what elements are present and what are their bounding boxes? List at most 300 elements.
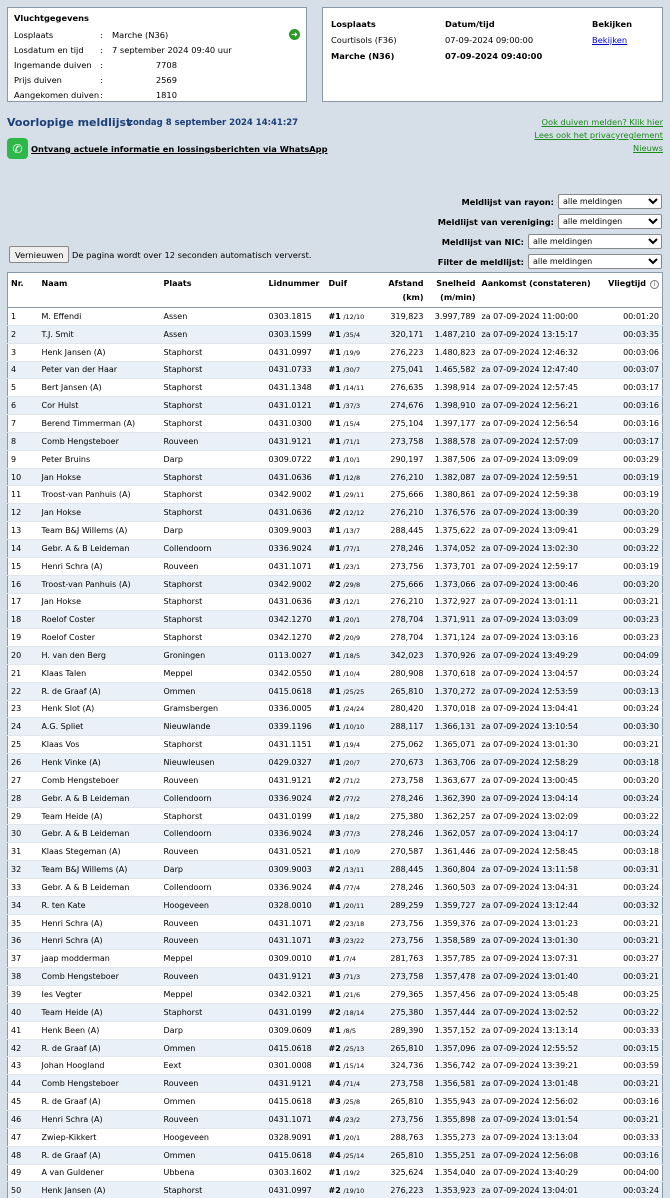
cell-snelheid: 1.361,446 — [427, 843, 479, 861]
table-row[interactable] — [8, 861, 663, 879]
cell-afstand: 281,763 — [382, 950, 427, 968]
cell-duif — [326, 879, 382, 897]
cell-lidnummer: 0431.1071 — [266, 1110, 326, 1128]
cell-afstand: 273,756 — [382, 557, 427, 575]
cell-nr: 19 — [8, 629, 39, 647]
cell-vliegtijd: 00:03:16 — [599, 397, 663, 415]
cell-duif-ring: /12/12 — [343, 509, 365, 518]
table-row[interactable] — [8, 361, 663, 379]
table-row[interactable] — [8, 522, 663, 540]
cell-lidnummer: 0309.9003 — [266, 861, 326, 879]
cell-afstand: 288,763 — [382, 1128, 427, 1146]
cell-duif-ring: /21/6 — [343, 990, 361, 999]
cell-aankomst: za 07-09-2024 13:01:54 — [479, 1110, 599, 1128]
cell-duif-nr: #1 — [328, 1061, 341, 1071]
refresh-button[interactable]: Vernieuwen — [9, 246, 69, 263]
cell-duif-ring: /71/2 — [343, 776, 361, 785]
release-row — [331, 32, 654, 48]
table-row[interactable] — [8, 1021, 663, 1039]
table-row[interactable] — [8, 379, 663, 397]
cell-vliegtijd: 00:03:27 — [599, 950, 663, 968]
release-datetime: 07-09-2024 09:40:00 — [445, 51, 543, 61]
cell-nr: 48 — [8, 1146, 39, 1164]
cell-plaats: Staphorst — [161, 807, 266, 825]
table-row[interactable] — [8, 968, 663, 986]
cell-nr: 35 — [8, 914, 39, 932]
cell-lidnummer: 0431.9121 — [266, 968, 326, 986]
cell-afstand: 288,445 — [382, 522, 427, 540]
flight-info-value: 2569 — [155, 74, 177, 85]
cell-vliegtijd: 00:03:22 — [599, 1003, 663, 1021]
cell-lidnummer: 0431.9121 — [266, 771, 326, 789]
cell-nr: 15 — [8, 557, 39, 575]
privacy-link[interactable]: Lees ook het privacyreglement — [534, 130, 663, 140]
cell-vliegtijd: 00:03:21 — [599, 968, 663, 986]
cell-afstand: 325,624 — [382, 1164, 427, 1182]
cell-naam: Henri Schra (A) — [39, 557, 161, 575]
table-row[interactable] — [8, 932, 663, 950]
col-lidnummer[interactable]: Lidnummer — [266, 273, 326, 308]
whatsapp-icon[interactable]: ✆ — [7, 138, 28, 159]
cell-aankomst: za 07-09-2024 12:59:17 — [479, 557, 599, 575]
cell-duif-ring: /13/11 — [343, 866, 365, 875]
col-nr[interactable]: Nr. — [8, 273, 39, 308]
page-title: Voorlopige meldlijst — [7, 116, 132, 129]
cell-afstand: 273,756 — [382, 932, 427, 950]
table-row[interactable] — [8, 754, 663, 772]
filter-list — [438, 254, 662, 269]
table-row[interactable] — [8, 397, 663, 415]
cell-duif-nr: #1 — [328, 1132, 341, 1142]
cell-plaats: Rouveen — [161, 914, 266, 932]
table-row[interactable] — [8, 504, 663, 522]
cell-nr: 39 — [8, 986, 39, 1004]
cell-lidnummer: 0431.1151 — [266, 736, 326, 754]
cell-lidnummer: 0342.1270 — [266, 629, 326, 647]
cell-aankomst: za 07-09-2024 12:46:32 — [479, 343, 599, 361]
cell-nr: 21 — [8, 664, 39, 682]
col-aankomst[interactable]: Aankomst (constateren) — [479, 273, 599, 308]
cell-nr: 43 — [8, 1057, 39, 1075]
cell-aankomst: za 07-09-2024 13:00:46 — [479, 575, 599, 593]
cell-duif — [326, 950, 382, 968]
cell-snelheid: 1.365,071 — [427, 736, 479, 754]
cell-nr: 46 — [8, 1110, 39, 1128]
col-duif[interactable]: Duif — [326, 273, 382, 308]
cell-nr: 2 — [8, 325, 39, 343]
cell-duif-nr: #1 — [328, 347, 341, 357]
table-row[interactable] — [8, 1128, 663, 1146]
table-row[interactable] — [8, 664, 663, 682]
cell-afstand: 270,673 — [382, 754, 427, 772]
cell-snelheid: 1.357,096 — [427, 1039, 479, 1057]
cell-duif — [326, 1057, 382, 1075]
filter-list-select[interactable] — [528, 254, 662, 269]
cell-nr: 12 — [8, 504, 39, 522]
arrow-right-icon[interactable]: ➜ — [289, 29, 300, 40]
cell-nr: 11 — [8, 486, 39, 504]
cell-plaats: Hoogeveen — [161, 1128, 266, 1146]
cell-duif-ring: /13/7 — [343, 527, 361, 536]
table-row[interactable] — [8, 308, 663, 326]
col-vliegtijd[interactable] — [599, 273, 663, 308]
cell-duif-ring: /19/4 — [343, 741, 361, 750]
cell-duif — [326, 1110, 382, 1128]
table-row[interactable] — [8, 879, 663, 897]
cell-plaats: Rouveen — [161, 1110, 266, 1128]
cell-nr: 24 — [8, 718, 39, 736]
table-row[interactable] — [8, 807, 663, 825]
cell-plaats: Collendoorn — [161, 789, 266, 807]
table-row[interactable] — [8, 825, 663, 843]
cell-nr: 28 — [8, 789, 39, 807]
cell-plaats: Staphorst — [161, 736, 266, 754]
table-row[interactable] — [8, 1093, 663, 1111]
cell-nr: 23 — [8, 700, 39, 718]
cell-plaats: Nieuwlande — [161, 718, 266, 736]
flight-info-row — [14, 72, 300, 87]
cell-nr: 18 — [8, 611, 39, 629]
table-row[interactable] — [8, 1164, 663, 1182]
release-header-datetime: Datum/tijd — [445, 19, 495, 29]
cell-nr: 5 — [8, 379, 39, 397]
cell-duif-ring: /7/4 — [343, 955, 356, 964]
cell-duif — [326, 914, 382, 932]
cell-naam: Gebr. A & B Leideman — [39, 879, 161, 897]
cell-plaats: Ommen — [161, 1039, 266, 1057]
page-subtitle: zondag 8 september 2024 14:41:27 — [128, 118, 299, 128]
cell-lidnummer: 0429.0327 — [266, 754, 326, 772]
cell-plaats: Rouveen — [161, 843, 266, 861]
cell-duif-ring: /20/7 — [343, 759, 361, 768]
cell-vliegtijd: 00:03:13 — [599, 682, 663, 700]
cell-nr: 20 — [8, 647, 39, 665]
table-row[interactable] — [8, 575, 663, 593]
cell-nr: 25 — [8, 736, 39, 754]
cell-nr: 4 — [8, 361, 39, 379]
table-row[interactable] — [8, 593, 663, 611]
cell-snelheid: 1.355,898 — [427, 1110, 479, 1128]
table-row[interactable] — [8, 539, 663, 557]
table-row[interactable] — [8, 647, 663, 665]
table-row[interactable] — [8, 1182, 663, 1198]
cell-vliegtijd: 00:03:35 — [599, 325, 663, 343]
cell-duif-ring: /19/10 — [343, 1187, 365, 1196]
flight-info-label: Losdatum en tijd — [14, 44, 84, 55]
cell-lidnummer: 0431.0997 — [266, 343, 326, 361]
filter-club-select[interactable] — [558, 214, 662, 229]
cell-duif-nr: #2 — [328, 508, 341, 518]
cell-lidnummer: 0415.0618 — [266, 1093, 326, 1111]
table-row[interactable] — [8, 789, 663, 807]
cell-vliegtijd: 00:03:16 — [599, 415, 663, 433]
cell-snelheid: 1.374,052 — [427, 539, 479, 557]
cell-afstand: 279,365 — [382, 986, 427, 1004]
cell-lidnummer: 0415.0618 — [266, 1039, 326, 1057]
cell-aankomst: za 07-09-2024 13:11:58 — [479, 861, 599, 879]
release-place: Courtisols (F36) — [331, 35, 397, 45]
cell-duif-nr: #2 — [328, 579, 341, 589]
table-row[interactable] — [8, 736, 663, 754]
cell-nr: 45 — [8, 1093, 39, 1111]
cell-lidnummer: 0339.1196 — [266, 718, 326, 736]
cell-aankomst: za 07-09-2024 12:53:59 — [479, 682, 599, 700]
cell-aankomst: za 07-09-2024 13:05:48 — [479, 986, 599, 1004]
cell-lidnummer: 0431.9121 — [266, 432, 326, 450]
cell-vliegtijd: 00:03:15 — [599, 1039, 663, 1057]
table-row[interactable] — [8, 1057, 663, 1075]
flight-info-value: 7 september 2024 09:40 uur — [112, 44, 232, 55]
cell-duif-ring: /30/7 — [343, 366, 361, 375]
cell-duif — [326, 379, 382, 397]
cell-lidnummer: 0431.0636 — [266, 468, 326, 486]
cell-duif-nr: #1 — [328, 686, 341, 696]
cell-lidnummer: 0303.1602 — [266, 1164, 326, 1182]
cell-snelheid: 1.397,177 — [427, 415, 479, 433]
cell-aankomst: za 07-09-2024 12:47:40 — [479, 361, 599, 379]
cell-duif-nr: #1 — [328, 365, 341, 375]
cell-vliegtijd: 00:01:20 — [599, 308, 663, 326]
filter-nic-select[interactable] — [528, 234, 662, 249]
cell-snelheid: 1.355,943 — [427, 1093, 479, 1111]
cell-plaats: Staphorst — [161, 486, 266, 504]
cell-vliegtijd: 00:03:17 — [599, 432, 663, 450]
table-row[interactable] — [8, 1075, 663, 1093]
cell-vliegtijd: 00:03:23 — [599, 611, 663, 629]
flight-info-row — [14, 27, 300, 42]
release-row — [331, 48, 654, 64]
cell-vliegtijd: 00:03:24 — [599, 879, 663, 897]
cell-lidnummer: 0342.0321 — [266, 986, 326, 1004]
table-row[interactable] — [8, 1003, 663, 1021]
cell-duif-nr: #1 — [328, 454, 341, 464]
table-row[interactable] — [8, 450, 663, 468]
cell-duif — [326, 1128, 382, 1146]
report-pigeons-link[interactable]: Ook duiven melden? Klik hier — [541, 117, 663, 127]
cell-plaats: Rouveen — [161, 557, 266, 575]
cell-duif — [326, 664, 382, 682]
table-row[interactable] — [8, 343, 663, 361]
cell-nr: 37 — [8, 950, 39, 968]
col-afstand[interactable]: Afstand (km) — [382, 273, 427, 308]
cell-lidnummer: 0309.9003 — [266, 522, 326, 540]
cell-plaats: Rouveen — [161, 932, 266, 950]
filter-rayon-select[interactable] — [558, 194, 662, 209]
cell-afstand: 265,810 — [382, 1146, 427, 1164]
cell-snelheid: 1.355,251 — [427, 1146, 479, 1164]
cell-lidnummer: 0342.1270 — [266, 611, 326, 629]
cell-duif-nr: #1 — [328, 526, 341, 536]
cell-afstand: 275,666 — [382, 575, 427, 593]
cell-plaats: Meppel — [161, 950, 266, 968]
cell-naam: Berend Timmerman (A) — [39, 415, 161, 433]
cell-duif — [326, 700, 382, 718]
cell-duif-ring: /15/14 — [343, 1062, 365, 1071]
table-row[interactable] — [8, 896, 663, 914]
cell-nr: 30 — [8, 825, 39, 843]
cell-nr: 38 — [8, 968, 39, 986]
cell-duif-ring: /10/9 — [343, 848, 361, 857]
cell-duif-ring: /25/25 — [343, 687, 365, 696]
cell-duif — [326, 968, 382, 986]
cell-duif-nr: #1 — [328, 418, 341, 428]
cell-afstand: 265,810 — [382, 1039, 427, 1057]
cell-naam: Cor Hulst — [39, 397, 161, 415]
table-row[interactable] — [8, 682, 663, 700]
news-link[interactable]: Nieuws — [633, 143, 663, 153]
cell-snelheid: 1.380,861 — [427, 486, 479, 504]
cell-duif-nr: #1 — [328, 740, 341, 750]
cell-plaats: Ubbena — [161, 1164, 266, 1182]
cell-naam: Henk Slot (A) — [39, 700, 161, 718]
cell-lidnummer: 0431.1071 — [266, 932, 326, 950]
cell-duif-nr: #1 — [328, 989, 341, 999]
col-snelheid[interactable]: Snelheid (m/min) — [427, 273, 479, 308]
cell-duif-nr: #1 — [328, 436, 341, 446]
table-row[interactable] — [8, 986, 663, 1004]
cell-naam: Team B&J Willems (A) — [39, 861, 161, 879]
cell-snelheid: 1.465,582 — [427, 361, 479, 379]
cell-naam: Henk Been (A) — [39, 1021, 161, 1039]
cell-aankomst: za 07-09-2024 12:56:08 — [479, 1146, 599, 1164]
filter-list-label: Filter de meldlijst: — [437, 256, 524, 267]
cell-plaats: Collendoorn — [161, 539, 266, 557]
table-row[interactable] — [8, 950, 663, 968]
cell-snelheid: 1.357,785 — [427, 950, 479, 968]
cell-duif — [326, 1003, 382, 1021]
cell-nr: 40 — [8, 1003, 39, 1021]
flight-info-label: Ingemande duiven — [14, 59, 92, 70]
flight-info-label: Prijs duiven — [14, 74, 62, 85]
cell-naam: Zwiep-Kikkert — [39, 1128, 161, 1146]
cell-vliegtijd: 00:03:31 — [599, 861, 663, 879]
cell-snelheid: 1.357,152 — [427, 1021, 479, 1039]
table-row[interactable] — [8, 486, 663, 504]
cell-naam: A.G. Spliet — [39, 718, 161, 736]
cell-afstand: 273,758 — [382, 771, 427, 789]
cell-duif — [326, 504, 382, 522]
cell-plaats: Assen — [161, 325, 266, 343]
cell-duif-ring: /35/4 — [343, 330, 361, 339]
table-row[interactable] — [8, 700, 663, 718]
table-row[interactable] — [8, 1110, 663, 1128]
cell-aankomst: za 07-09-2024 13:07:31 — [479, 950, 599, 968]
whatsapp-link[interactable]: Ontvang actuele informatie en lossingsberichten via WhatsApp — [31, 143, 328, 154]
col-plaats[interactable]: Plaats — [161, 273, 266, 308]
cell-vliegtijd: 00:03:19 — [599, 468, 663, 486]
cell-duif-nr: #2 — [328, 865, 341, 875]
table-row[interactable] — [8, 468, 663, 486]
cell-lidnummer: 0309.0010 — [266, 950, 326, 968]
cell-lidnummer: 0336.9024 — [266, 879, 326, 897]
cell-lidnummer: 0415.0618 — [266, 1146, 326, 1164]
cell-duif — [326, 682, 382, 700]
cell-duif-nr: #3 — [328, 972, 341, 982]
cell-duif — [326, 718, 382, 736]
cell-aankomst: za 07-09-2024 12:56:21 — [479, 397, 599, 415]
cell-naam: Henri Schra (A) — [39, 932, 161, 950]
cell-naam: A van Guldener — [39, 1164, 161, 1182]
cell-duif-nr: #2 — [328, 793, 341, 803]
cell-duif-ring: /71/3 — [343, 973, 361, 982]
cell-duif-ring: /20/9 — [343, 634, 361, 643]
cell-lidnummer: 0113.0027 — [266, 647, 326, 665]
cell-lidnummer: 0431.1071 — [266, 914, 326, 932]
cell-duif-nr: #1 — [328, 811, 341, 821]
cell-aankomst: za 07-09-2024 13:02:52 — [479, 1003, 599, 1021]
cell-duif-nr: #1 — [328, 847, 341, 857]
table-row[interactable] — [8, 432, 663, 450]
cell-naam: Team Heide (A) — [39, 1003, 161, 1021]
table-row[interactable] — [8, 771, 663, 789]
table-row[interactable] — [8, 629, 663, 647]
cell-naam: R. ten Kate — [39, 896, 161, 914]
cell-vliegtijd: 00:03:25 — [599, 986, 663, 1004]
cell-plaats: Eext — [161, 1057, 266, 1075]
table-row[interactable] — [8, 611, 663, 629]
table-row[interactable] — [8, 914, 663, 932]
cell-snelheid: 1.398,914 — [427, 379, 479, 397]
cell-afstand: 278,246 — [382, 825, 427, 843]
cell-afstand: 265,810 — [382, 682, 427, 700]
cell-duif-nr: #1 — [328, 758, 341, 768]
cell-naam: Gebr. A & B Leideman — [39, 825, 161, 843]
cell-nr: 47 — [8, 1128, 39, 1146]
cell-duif — [326, 308, 382, 326]
cell-naam: Jan Hokse — [39, 468, 161, 486]
cell-plaats: Rouveen — [161, 432, 266, 450]
cell-nr: 8 — [8, 432, 39, 450]
cell-naam: Klaas Talen — [39, 664, 161, 682]
table-row[interactable] — [8, 718, 663, 736]
cell-duif-nr: #1 — [328, 668, 341, 678]
table-row[interactable] — [8, 1039, 663, 1057]
cell-duif-ring: /20/1 — [343, 616, 361, 625]
table-row[interactable] — [8, 843, 663, 861]
cell-lidnummer: 0431.1071 — [266, 557, 326, 575]
table-row[interactable] — [8, 557, 663, 575]
table-row[interactable] — [8, 1146, 663, 1164]
cell-duif-nr: #2 — [328, 633, 341, 643]
cell-vliegtijd: 00:03:59 — [599, 1057, 663, 1075]
table-row[interactable] — [8, 415, 663, 433]
cell-duif — [326, 361, 382, 379]
cell-vliegtijd: 00:03:24 — [599, 825, 663, 843]
cell-nr: 9 — [8, 450, 39, 468]
cell-duif-ring: /12/8 — [343, 473, 361, 482]
cell-duif-nr: #2 — [328, 1043, 341, 1053]
cell-naam: Klaas Vos — [39, 736, 161, 754]
cell-duif — [326, 932, 382, 950]
cell-snelheid: 1.373,066 — [427, 575, 479, 593]
cell-plaats: Staphorst — [161, 593, 266, 611]
cell-lidnummer: 0431.0636 — [266, 593, 326, 611]
release-view-link[interactable]: Bekijken — [592, 35, 628, 45]
cell-aankomst: za 07-09-2024 12:56:02 — [479, 1093, 599, 1111]
cell-vliegtijd: 00:03:30 — [599, 718, 663, 736]
cell-duif — [326, 1146, 382, 1164]
cell-duif — [326, 557, 382, 575]
cell-duif — [326, 593, 382, 611]
cell-duif-ring: /77/2 — [343, 794, 361, 803]
table-header-row — [8, 273, 663, 308]
cell-vliegtijd: 00:03:21 — [599, 1110, 663, 1128]
cell-afstand: 276,223 — [382, 343, 427, 361]
flight-info-colon: : — [100, 59, 103, 70]
col-naam[interactable]: Naam — [39, 273, 161, 308]
info-icon[interactable]: i — [650, 280, 659, 289]
table-row[interactable] — [8, 325, 663, 343]
